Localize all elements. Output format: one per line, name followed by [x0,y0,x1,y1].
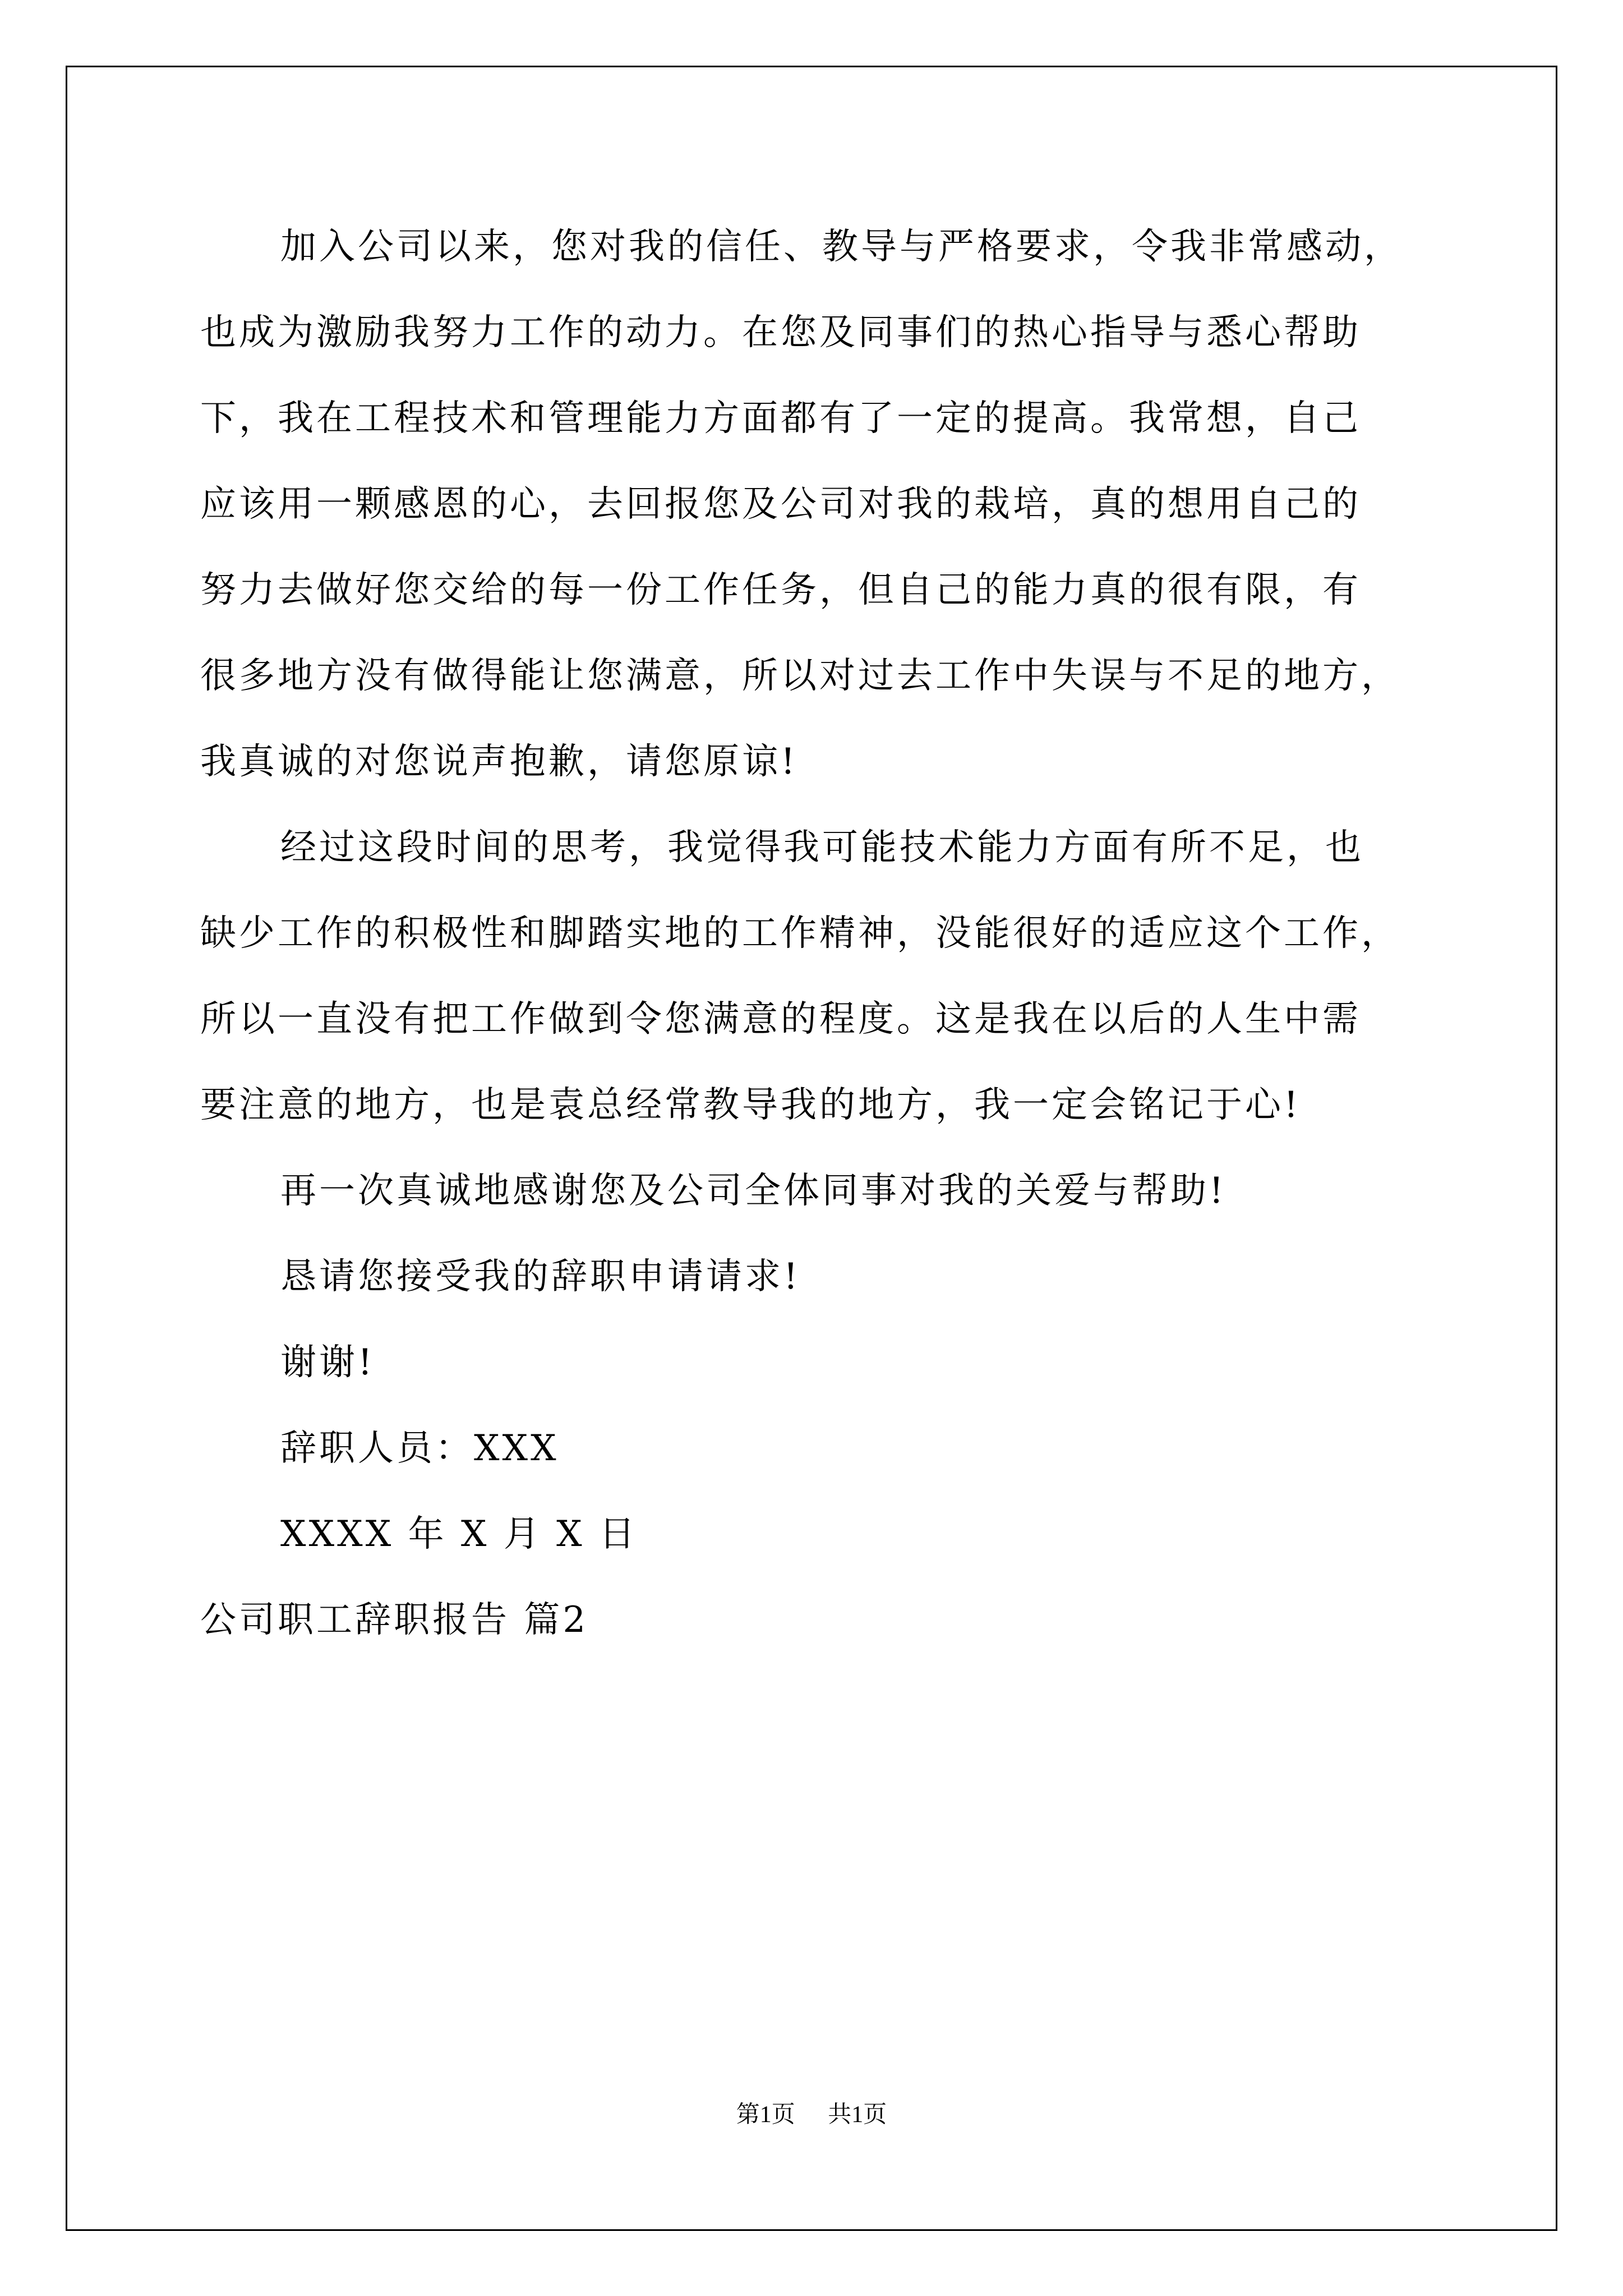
page-total: 共1页 [828,2102,887,2128]
paragraph-2-line-2: 缺少工作的积极性和脚踏实地的工作精神，没能很好的适应这个工作， [200,913,1400,954]
paragraph-1-line-6: 很多地方没有做得能让您满意，所以对过去工作中失误与不足的地方， [200,655,1400,697]
thanks-line: 再一次真诚地感谢您及公司全体同事对我的关爱与帮助! [280,1170,1227,1212]
page-footer [0,2098,1623,2132]
signature-line: 辞职人员：XXX [280,1428,559,1469]
paragraph-2-line-1: 经过这段时间的思考，我觉得我可能技术能力方面有所不足，也 [280,827,1364,868]
page-number: 第1页 [736,2102,795,2128]
page-border [66,66,1557,2231]
closing-line: 谢谢! [280,1342,375,1383]
paragraph-2-line-3: 所以一直没有把工作做到令您满意的程度。这是我在以后的人生中需 [200,999,1361,1040]
request-line: 恳请您接受我的辞职申请请求! [280,1256,801,1297]
paragraph-1-line-4: 应该用一颗感恩的心，去回报您及公司对我的栽培，真的想用自己的 [200,484,1361,525]
paragraph-1-line-5: 努力去做好您交给的每一份工作任务，但自己的能力真的很有限，有 [200,569,1361,611]
paragraph-1-line-2: 也成为激励我努力工作的动力。在您及同事们的热心指导与悉心帮助 [200,312,1361,353]
paragraph-1-line-7: 我真诚的对您说声抱歉，请您原谅! [200,741,798,783]
paragraph-1-line-1: 加入公司以来，您对我的信任、教导与严格要求，令我非常感动， [280,226,1403,268]
date-line: XXXX 年 X 月 X 日 [280,1513,638,1555]
paragraph-1-line-3: 下，我在工程技术和管理能力方面都有了一定的提高。我常想，自己 [200,398,1361,439]
section-title: 公司职工辞职报告 篇2 [200,1599,589,1641]
paragraph-2-line-4: 要注意的地方，也是袁总经常教导我的地方，我一定会铭记于心! [200,1084,1301,1126]
